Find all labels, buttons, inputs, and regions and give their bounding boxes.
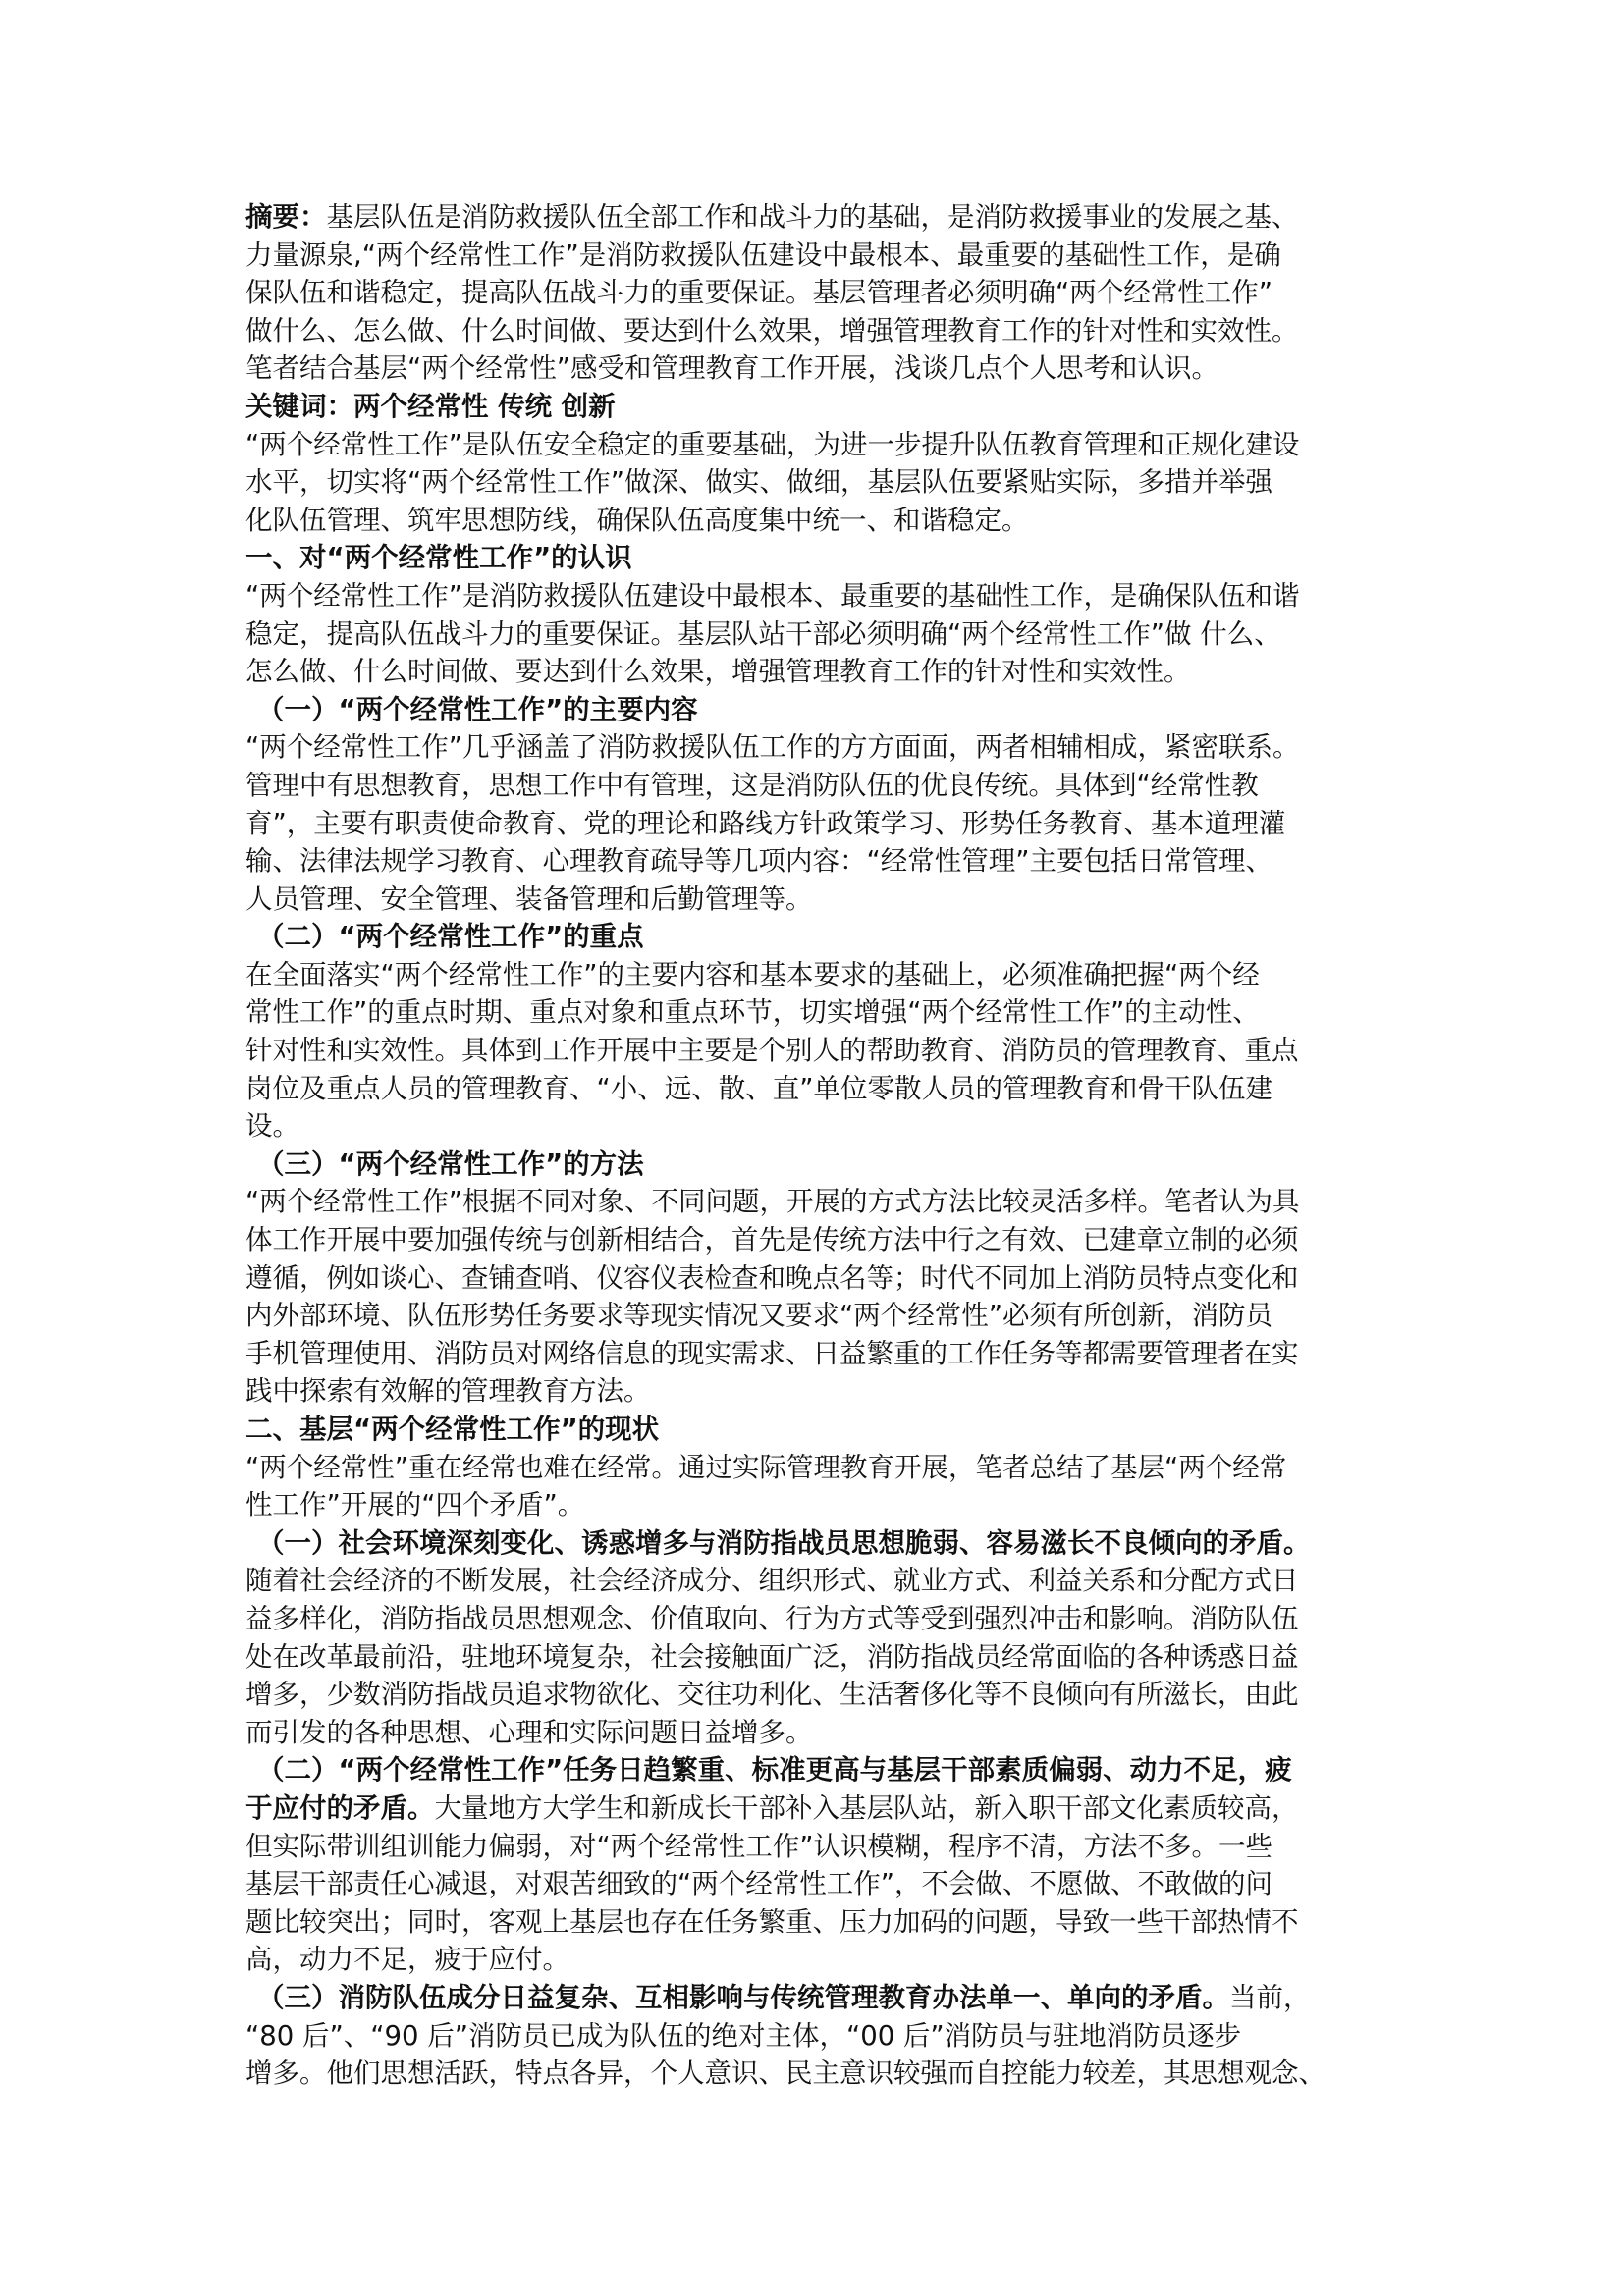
paragraph-line: 增多，少数消防指战员追求物欲化、交往功利化、生活奢侈化等不良倾向有所滋长，由此 <box>245 1679 1299 1711</box>
paragraph-line: 手机管理使用、消防员对网络信息的现实需求、日益繁重的工作任务等都需要管理者在实 <box>245 1337 1299 1369</box>
paragraph-line: 育”，主要有职责使命教育、党的理论和路线方针政策学习、形势任务教育、基本道理灌 <box>245 807 1286 839</box>
paragraph-line: （三）消防队伍成分日益复杂、互相影响与传统管理教育办法单一、单向的矛盾。当前， <box>257 1981 1311 2013</box>
intro-line: “两个经常性工作”是队伍安全稳定的重要基础，为进一步提升队伍教育管理和正规化建设 <box>245 428 1300 460</box>
paragraph-line: 益多样化，消防指战员思想观念、价值取向、行为方式等受到强烈冲击和影响。消防队伍 <box>245 1602 1299 1634</box>
paragraph-line: 基层干部责任心减退，对艰苦细致的“两个经常性工作”，不会做、不愿做、不敢做的问 <box>245 1868 1272 1900</box>
paragraph-line: 输、法律法规学习教育、心理教育疏导等几项内容：“经常性管理”主要包括日常管理、 <box>245 845 1272 878</box>
paragraph-line: “80 后”、“90 后”消防员已成为队伍的绝对主体，“00 后”消防员与驻地消防员逐步 <box>245 2019 1242 2052</box>
abstract-line: 做什么、怎么做、什么时间做、要达到什么效果，增强管理教育工作的针对性和实效性。 <box>245 314 1299 347</box>
abstract-line: 笔者结合基层“两个经常性”感受和管理教育工作开展，浅谈几点个人思考和认识。 <box>245 352 1218 385</box>
paragraph-line: 管理中有思想教育，思想工作中有管理，这是消防队伍的优良传统。具体到“经常性教 <box>245 769 1259 801</box>
paragraph-line: 稳定，提高队伍战斗力的重要保证。基层队站干部必须明确“两个经常性工作”做 什么、 <box>245 617 1281 650</box>
abstract-line: 保队伍和谐稳定，提高队伍战斗力的重要保证。基层管理者必须明确“两个经常性工作” <box>245 277 1272 309</box>
paragraph-line: 而引发的各种思想、心理和实际问题日益增多。 <box>245 1716 813 1748</box>
keywords: 关键词：两个经常性 传统 创新 <box>245 390 616 422</box>
abstract-line: 摘要：基层队伍是消防救援队伍全部工作和战斗力的基础，是消防救援事业的发展之基、 <box>245 201 1299 233</box>
paragraph-line: 岗位及重点人员的管理教育、“小、远、散、直”单位零散人员的管理教育和骨干队伍建 <box>245 1072 1272 1104</box>
paragraph-line: 设。 <box>245 1110 299 1143</box>
subsection-heading: （一）“两个经常性工作”的主要内容 <box>257 693 698 725</box>
paragraph-line: 遵循，例如谈心、查铺查哨、仪容仪表检查和晚点名等；时代不同加上消防员特点变化和 <box>245 1261 1299 1294</box>
paragraph-line: 针对性和实效性。具体到工作开展中主要是个别人的帮助教育、消防员的管理教育、重点 <box>245 1035 1299 1067</box>
subsection-heading: （三）“两个经常性工作”的方法 <box>257 1148 644 1180</box>
document-page <box>245 198 1396 2093</box>
intro-line: 水平，切实将“两个经常性工作”做深、做实、做细，基层队伍要紧贴实际，多措并举强 <box>245 466 1272 499</box>
subsection-heading: （三）消防队伍成分日益复杂、互相影响与传统管理教育办法单一、单向的矛盾。 <box>257 1981 1229 2013</box>
abstract-line: 力量源泉,“两个经常性工作”是消防救援队伍建设中最根本、最重要的基础性工作，是确 <box>245 239 1281 271</box>
subsection-heading: （二）“两个经常性工作”的重点 <box>257 921 644 953</box>
subsection-heading: （一）社会环境深刻变化、诱惑增多与消防指战员思想脆弱、容易滋长不良倾向的矛盾。 <box>257 1526 1311 1559</box>
paragraph-line: 在全面落实“两个经常性工作”的主要内容和基本要求的基础上，必须准确把握“两个经 <box>245 958 1260 990</box>
paragraph-line: 增多。他们思想活跃，特点各异，个人意识、民主意识较强而自控能力较差，其思想观念、 <box>245 2057 1326 2090</box>
paragraph-line: 践中探索有效解的管理教育方法。 <box>245 1375 651 1408</box>
section-heading: 二、基层“两个经常性工作”的现状 <box>245 1414 660 1445</box>
paragraph-line: 题比较突出；同时，客观上基层也存在任务繁重、压力加码的问题，导致一些干部热情不 <box>245 1905 1299 1938</box>
paragraph-line: 性工作”开展的“四个矛盾”。 <box>245 1489 585 1522</box>
section-heading: 一、对“两个经常性工作”的认识 <box>245 542 632 574</box>
paragraph-line: “两个经常性工作”是消防救援队伍建设中最根本、最重要的基础性工作，是确保队伍和谐 <box>245 579 1300 612</box>
paragraph-line: 处在改革最前沿，驻地环境复杂，社会接触面广泛，消防指战员经常面临的各种诱惑日益 <box>245 1640 1299 1673</box>
paragraph-line: 高，动力不足，疲于应付。 <box>245 1944 569 1976</box>
paragraph-line: “两个经常性工作”根据不同对象、不同问题，开展的方式方法比较灵活多样。笔者认为具 <box>245 1186 1300 1218</box>
paragraph-line: “两个经常性”重在经常也难在经常。通过实际管理教育开展，笔者总结了基层“两个经常 <box>245 1451 1287 1483</box>
paragraph-line: 于应付的矛盾。大量地方大学生和新成长干部补入基层队站，新入职干部文化素质较高， <box>245 1791 1299 1824</box>
paragraph-line: 体工作开展中要加强传统与创新相结合，首先是传统方法中行之有效、已建章立制的必须 <box>245 1224 1299 1256</box>
paragraph-line: 内外部环境、队伍形势任务要求等现实情况又要求“两个经常性”必须有所创新，消防员 <box>245 1300 1272 1332</box>
paragraph-line: 随着社会经济的不断发展，社会经济成分、组织形式、就业方式、利益关系和分配方式日 <box>245 1565 1299 1597</box>
abstract-label: 摘要： <box>245 201 327 233</box>
paragraph-line: 怎么做、什么时间做、要达到什么效果，增强管理教育工作的针对性和实效性。 <box>245 656 1191 688</box>
paragraph-line: 常性工作”的重点时期、重点对象和重点环节，切实增强“两个经常性工作”的主动性、 <box>245 996 1260 1029</box>
subsection-heading: （二）“两个经常性工作”任务日趋繁重、标准更高与基层干部素质偏弱、动力不足，疲 <box>257 1754 1292 1787</box>
subsection-heading-tail: 于应付的矛盾。 <box>245 1791 435 1824</box>
paragraph-line: 人员管理、安全管理、装备管理和后勤管理等。 <box>245 882 813 915</box>
paragraph-line: 但实际带训组训能力偏弱，对“两个经常性工作”认识模糊，程序不清，方法不多。一些 <box>245 1830 1272 1862</box>
paragraph-line: “两个经常性工作”几乎涵盖了消防救援队伍工作的方方面面，两者相辅相成，紧密联系。 <box>245 731 1300 764</box>
intro-line: 化队伍管理、筑牢思想防线，确保队伍高度集中统一、和谐稳定。 <box>245 504 1029 536</box>
